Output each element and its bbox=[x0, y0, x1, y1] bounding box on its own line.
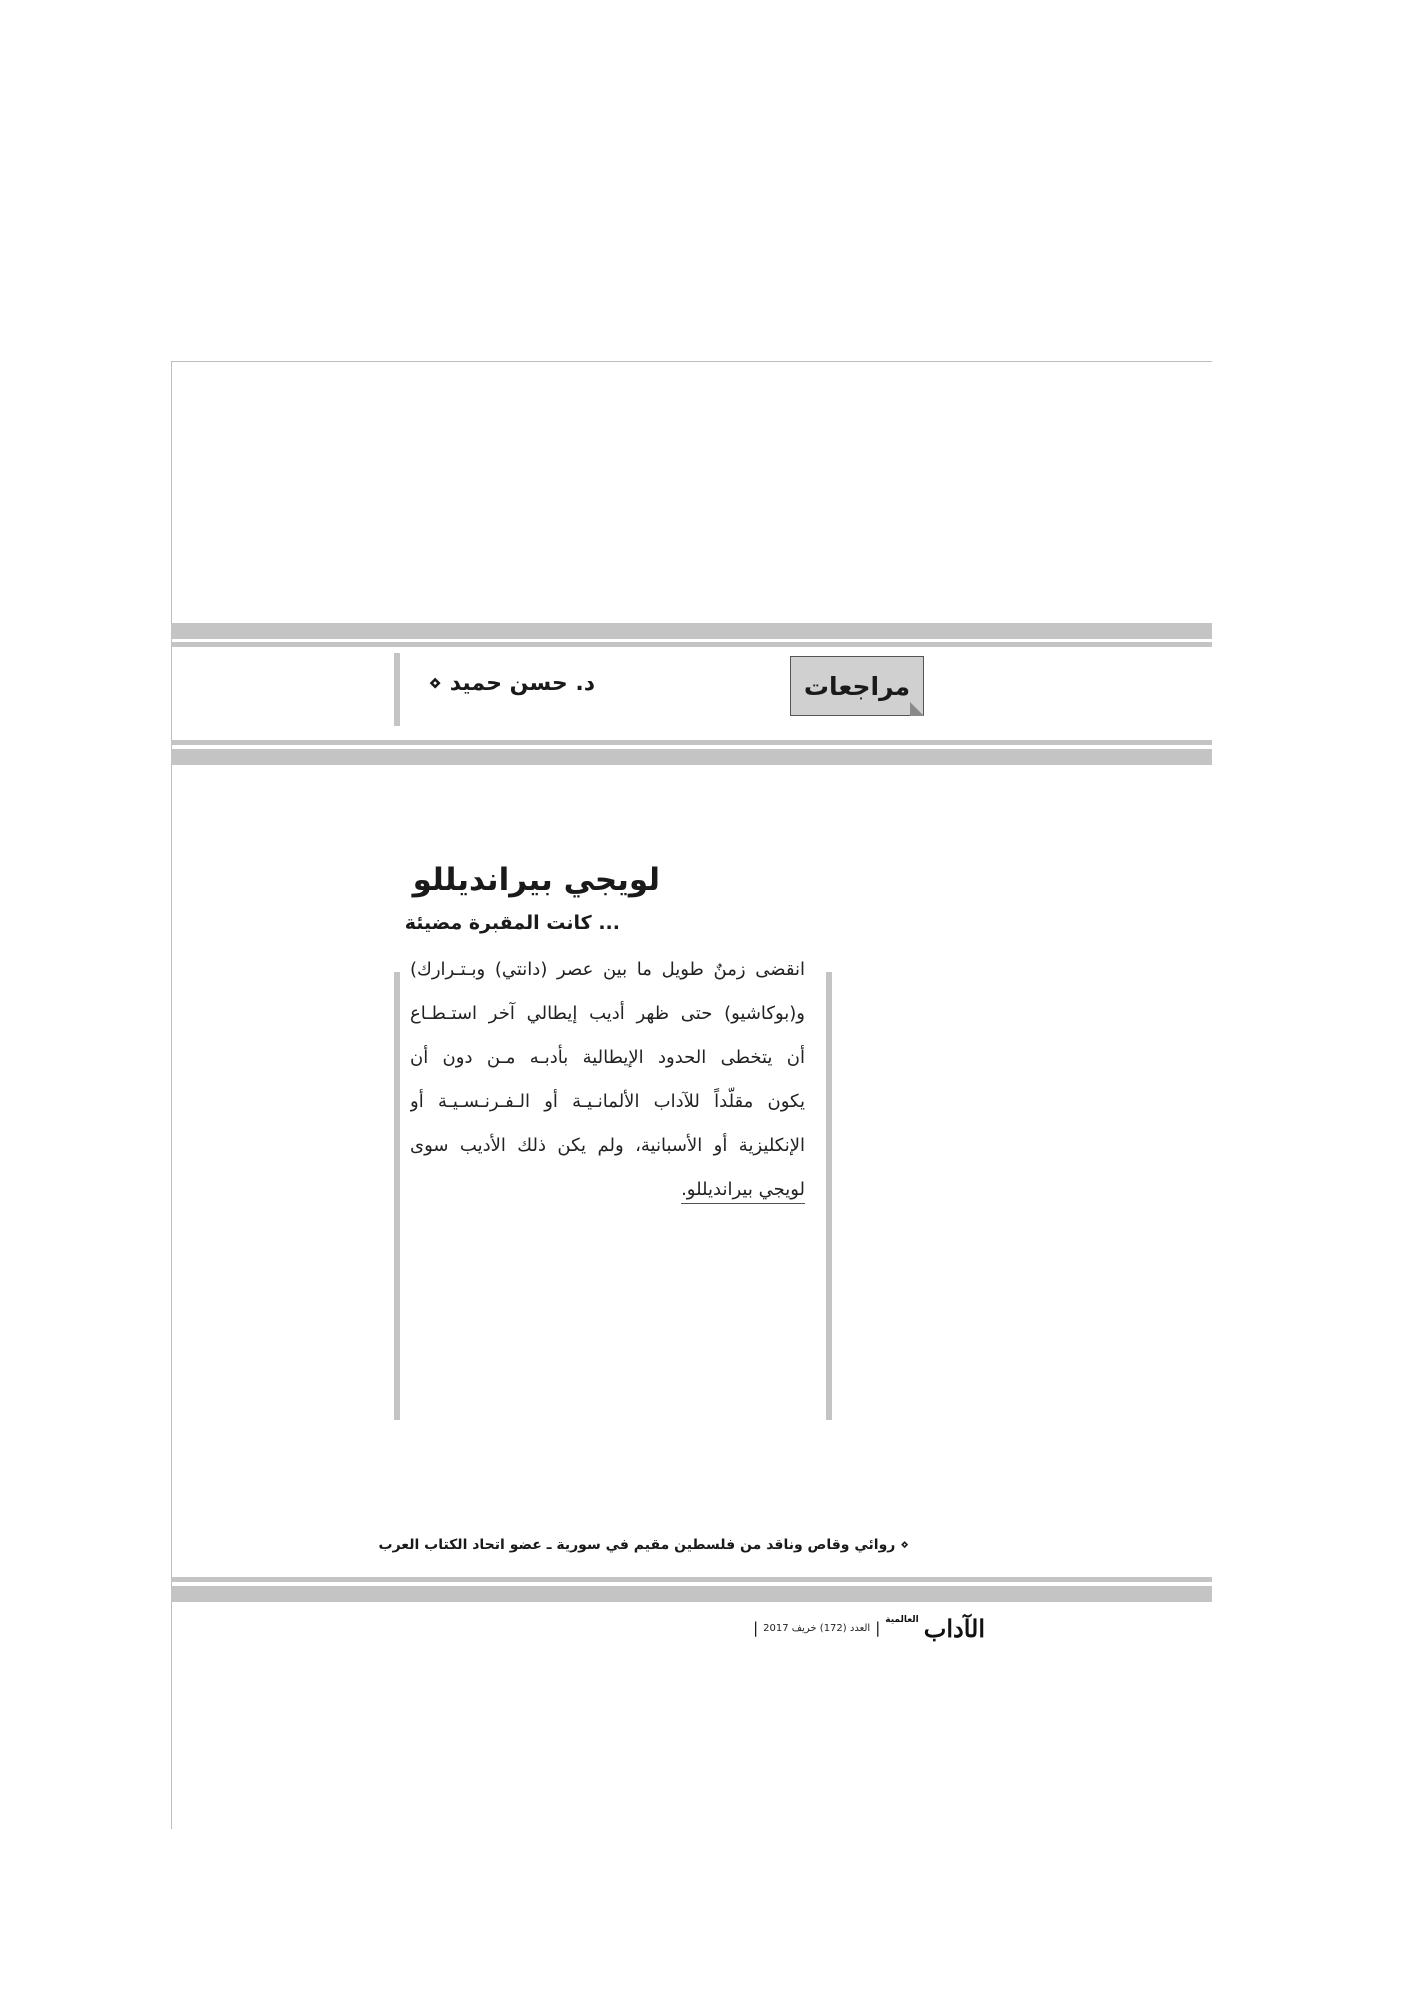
column-rule-left bbox=[394, 972, 400, 1420]
section-tab-fold bbox=[910, 702, 924, 716]
footer-band-thin-bar bbox=[171, 1577, 1212, 1582]
page-frame-left-line bbox=[171, 361, 172, 1829]
article-title: لويجي بيرانديللو bbox=[412, 862, 660, 898]
author-separator bbox=[394, 653, 400, 726]
issue-info: العدد (172) خريف 2017 bbox=[763, 1622, 871, 1634]
header-band-bottom-thin-bar bbox=[171, 740, 1212, 745]
author-footnote: ⋄ روائي وقاص وناقد من فلسطين مقيم في سورية ـ عضو اتحاد الكتاب العرب bbox=[378, 1537, 909, 1553]
footer-separator-end: | bbox=[753, 1619, 759, 1637]
footer-band-thick-bar bbox=[171, 1586, 1212, 1602]
page-frame-top-line bbox=[171, 361, 1212, 362]
footer-separator: | bbox=[875, 1619, 881, 1637]
article-body bbox=[410, 948, 805, 1212]
body-last-line bbox=[410, 1168, 805, 1212]
header-band-top-bar bbox=[171, 623, 1212, 639]
article-subtitle: ... كانت المقبرة مضيئة bbox=[404, 912, 620, 934]
body-line: و(بوكاشيو) حتى ظهر أديب إيطالي آخر استـطـاع bbox=[410, 1003, 805, 1024]
header-band-top-thin-bar bbox=[171, 642, 1212, 647]
body-line: أن يتخطى الحدود الإيطالية بأدبـه مـن دون أن bbox=[410, 1047, 805, 1068]
section-tab bbox=[790, 656, 924, 716]
header-band-bottom-bar bbox=[171, 749, 1212, 765]
body-line: الإنكليزية أو الأسبانية، ولم يكن ذلك الأديب سوى bbox=[410, 1135, 805, 1156]
body-line: انقضى زمنٌ طويل ما بين عصر (دانتي) وبـتـرارك) bbox=[410, 959, 805, 980]
magazine-logo: الآداب bbox=[923, 1613, 985, 1643]
body-line: يكون مقلّداً للآداب الألمانـيـة أو الـفـرنـسـيـة أو bbox=[410, 1091, 805, 1112]
author-name: د. حسن حميد ⋄ bbox=[428, 671, 595, 696]
section-tab-label: مراجعات bbox=[803, 671, 911, 701]
page-footer bbox=[755, 1612, 985, 1644]
magazine-logo-subtitle: العالمية bbox=[885, 1615, 919, 1625]
column-rule-right bbox=[826, 972, 832, 1420]
body-last-line-text: لويجي بيرانديللو. bbox=[681, 1179, 805, 1204]
